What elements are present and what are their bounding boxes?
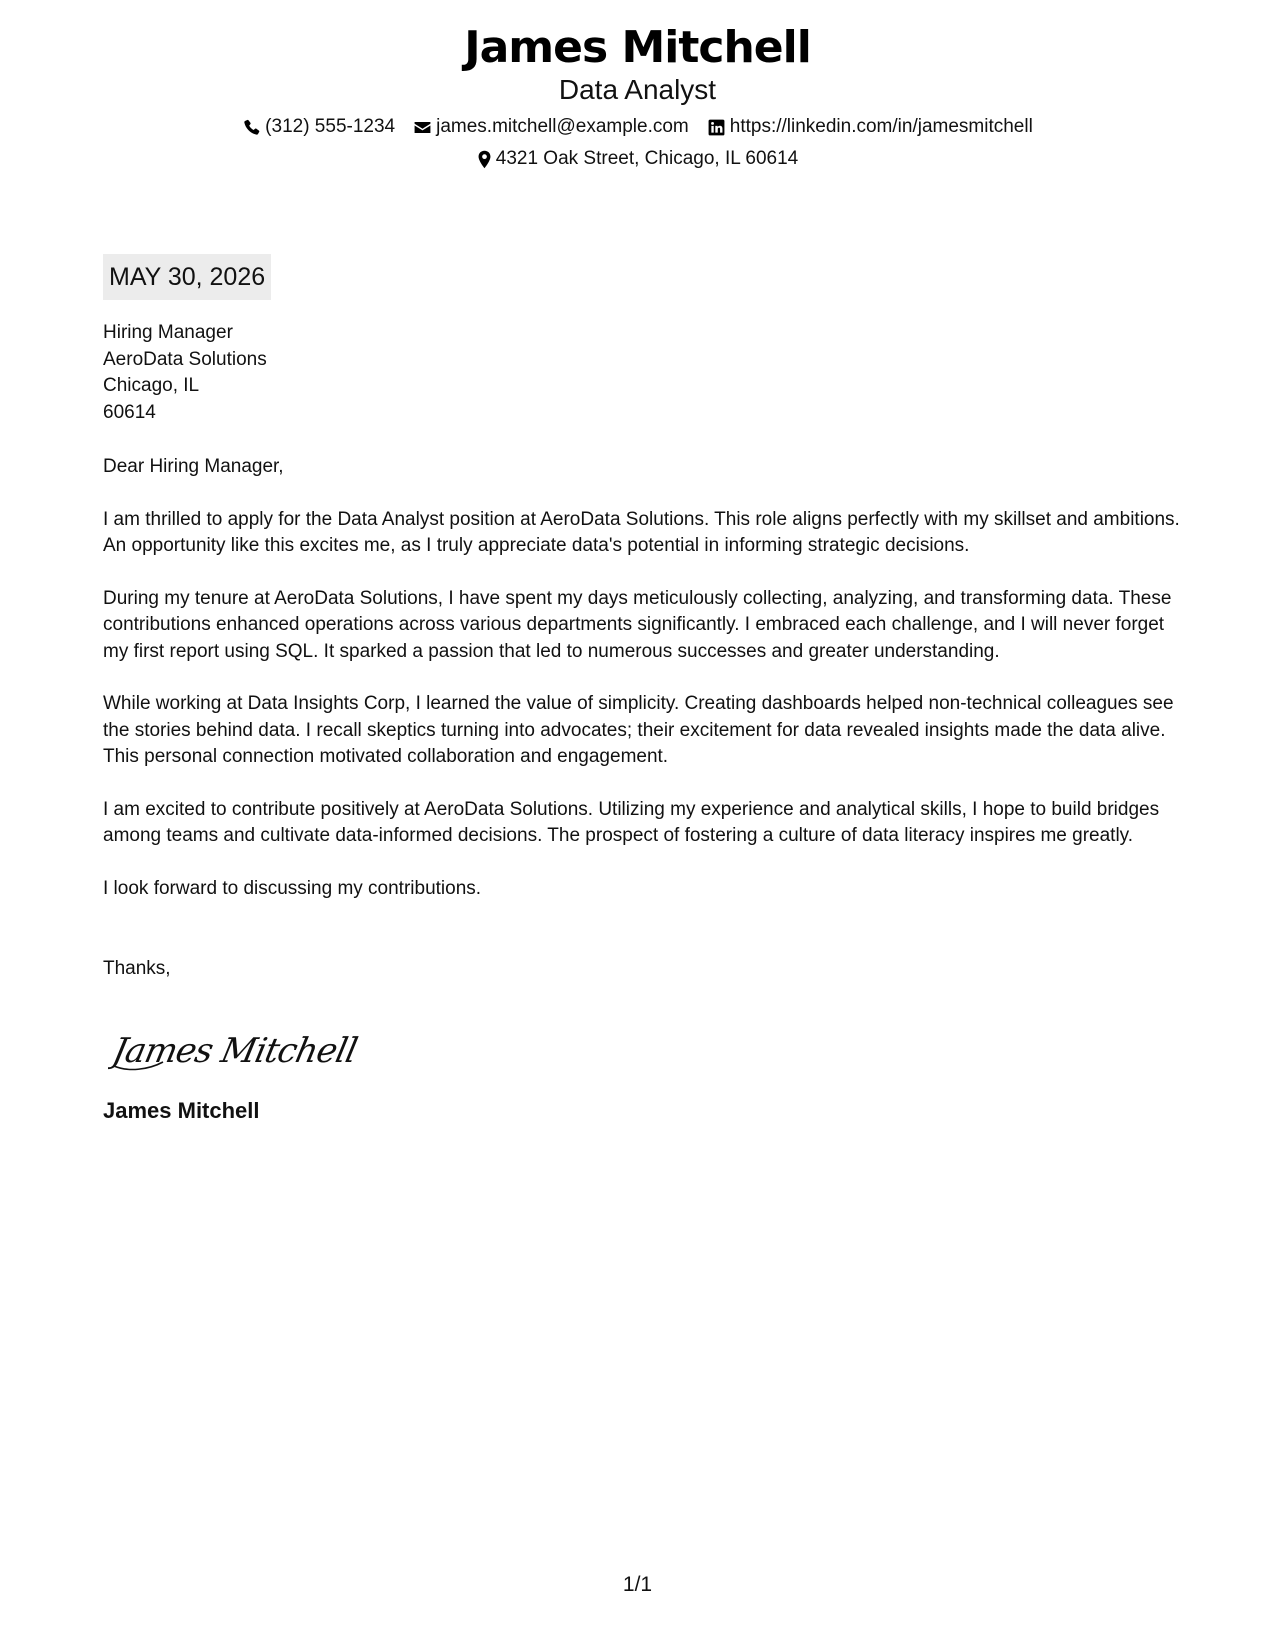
phone-text: (312) 555-1234 [265,116,396,137]
salutation: Dear Hiring Manager, [103,456,284,477]
recipient-block [103,320,267,426]
phone-icon [242,118,261,137]
address-text: 4321 Oak Street, Chicago, IL 60614 [495,148,799,169]
envelope-icon [413,118,432,137]
recipient-title: Hiring Manager [103,322,233,343]
body-paragraph: I am excited to contribute positively at AeroData Solutions. Utilizing my experience and analytical skills, I hope to build bridges among teams and cultivate data-informed decisions. The prospect of fostering a culture of data literacy inspires me greatly. [103,798,1160,846]
body-paragraph: I am thrilled to apply for the Data Analyst position at AeroData Solutions. This role aligns perfectly with my skillset and ambitions. An opportunity like this excites me, as I truly appreciate data's potential in informing strategic decisions. [103,508,1180,556]
body-paragraph: During my tenure at AeroData Solutions, I have spent my days meticulously collecting, analyzing, and transforming data. These contributions enhanced operations across various departments significantly. I embraced each challenge, and I will never forget my first report using SQL. It sparked a passion that led to numerous successes and greater understanding. [103,587,1172,662]
address-row [0,147,1275,171]
recipient-zip: 60614 [103,401,156,423]
applicant-name: James Mitchell [464,22,811,73]
contact-linkedin [707,115,1033,139]
closing: Thanks, [103,958,171,979]
svg-text:James Mitchell: James Mitchell [109,1031,361,1071]
handwritten-signature [108,1010,368,1080]
body-paragraph: I look forward to discussing my contributions. [103,877,482,899]
recipient-city: Chicago, IL [103,375,200,396]
contact-row [0,115,1275,139]
map-pin-icon [477,150,492,169]
letter-body [103,454,1183,928]
letter-date: MAY 30, 2026 [103,254,271,300]
linkedin-link[interactable]: https://linkedin.com/in/jamesmitchell [729,116,1033,137]
applicant-job-title: Data Analyst [558,74,717,105]
email-link[interactable]: james.mitchell@example.com [436,116,689,137]
contact-phone [242,115,395,139]
recipient-company: AeroData Solutions [103,348,267,370]
signer-name: James Mitchell [103,1098,260,1123]
contact-address [477,147,798,171]
letter-header [0,22,1275,171]
contact-email [413,115,689,139]
body-paragraph: While working at Data Insights Corp, I learned the value of simplicity. Creating dashboards helped non-technical colleagues see the stories behind data. I recall skeptics turning into advocates; their excitement for data revealed insights made the data alive. This personal connection motivated collaboration and engagement. [103,693,1174,767]
page-number: 1/1 [622,1573,653,1596]
linkedin-icon [707,118,726,137]
